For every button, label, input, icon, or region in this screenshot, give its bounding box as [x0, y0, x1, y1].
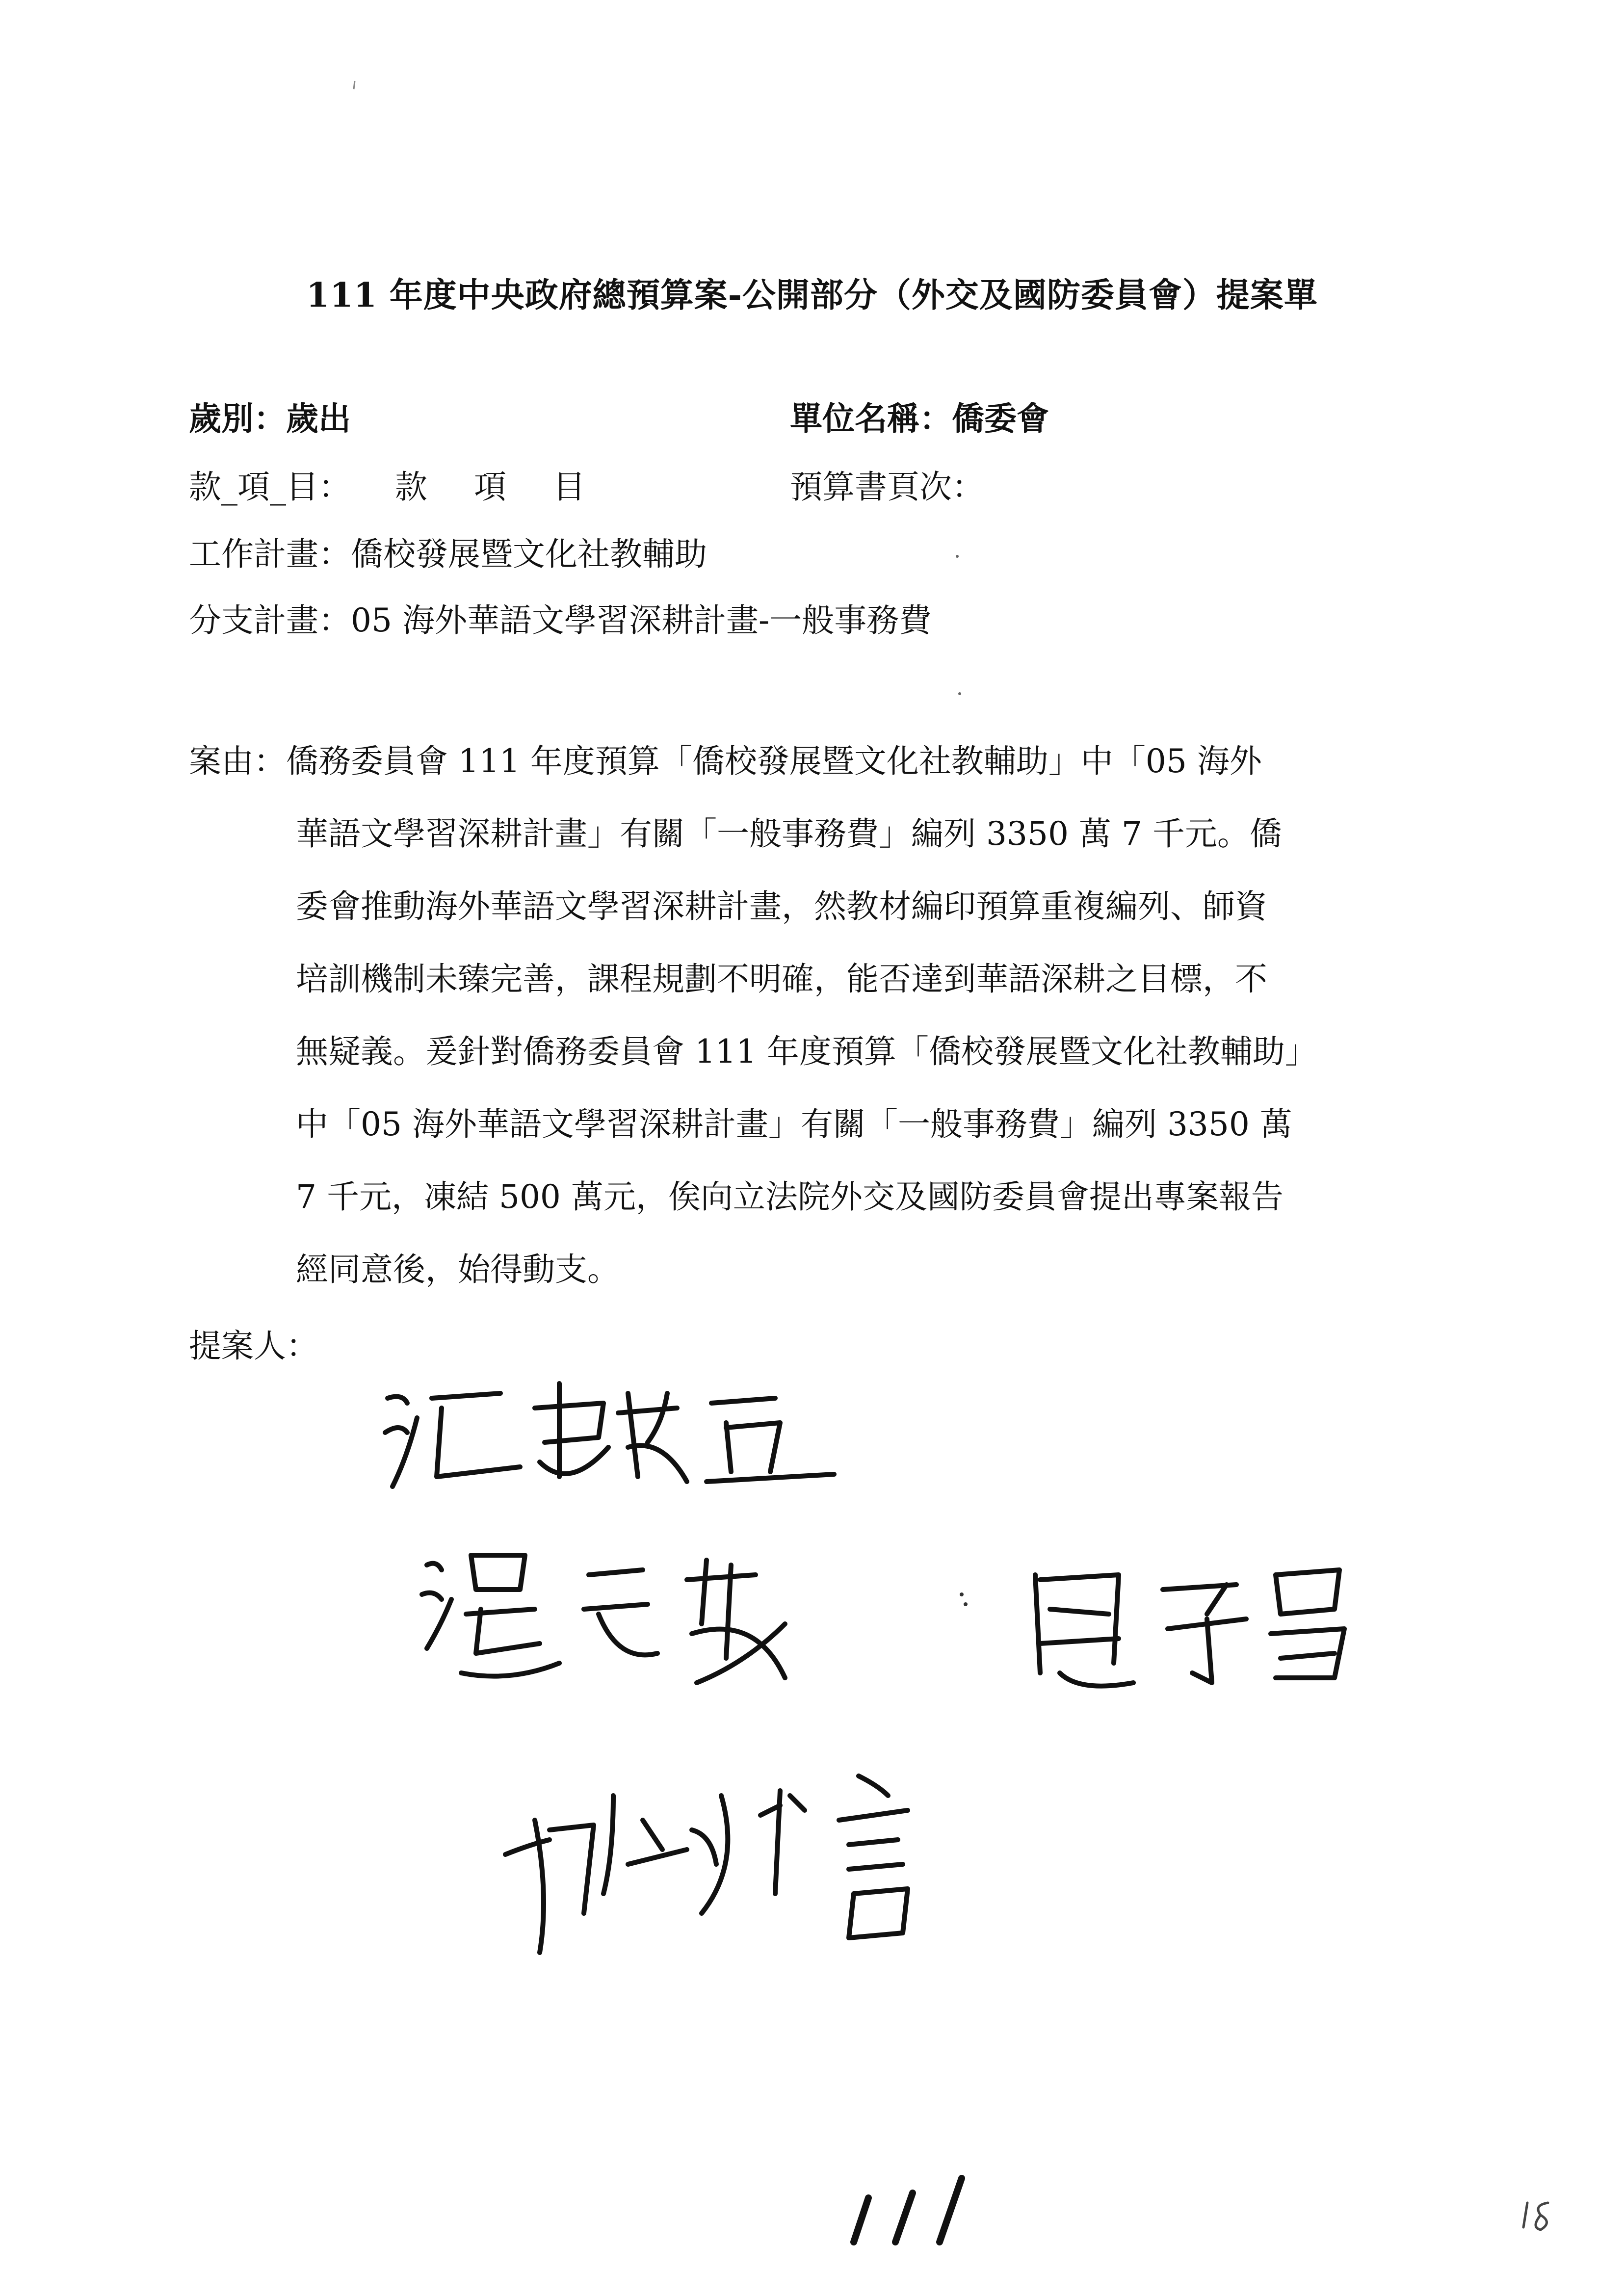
stray-dot [957, 689, 963, 699]
item-label: 款_項_目： [189, 468, 351, 506]
page-number-handwritten [839, 2168, 986, 2254]
corner-page-number [1519, 2193, 1563, 2239]
signature-1 [373, 1364, 854, 1511]
work-plan-field: 工作計畫：僑校發展暨文化社教輔助 [189, 535, 707, 573]
unit-name-field: 單位名稱：僑委會 [790, 399, 1049, 438]
document-title: 111 年度中央政府總預算案-公開部分（外交及國防委員會）提案單 [306, 276, 1318, 315]
reason-line: 7 千元，凍結 500 萬元，俟向立法院外交及國防委員會提出專案報告 [296, 1178, 1283, 1216]
reason-line: 中「05 海外華語文學習深耕計畫」有關「一般事務費」編列 3350 萬 [296, 1105, 1292, 1143]
budget-page-field: 預算書頁次： [790, 468, 984, 506]
signature-2 [412, 1536, 864, 1697]
category-field: 歲別：歲出 [189, 399, 351, 438]
signature-4 [486, 1766, 967, 1972]
reason-section [189, 725, 1445, 1306]
reason-line: 委會推動海外華語文學習深耕計畫，然教材編印預算重複編列、師資 [296, 887, 1267, 925]
proposer-label: 提案人： [189, 1327, 318, 1365]
stray-dot [954, 552, 960, 561]
reason-line: 無疑義。爰針對僑務委員會 111 年度預算「僑校發展暨文化社教輔助」 [296, 1033, 1317, 1070]
reason-line: 經同意後，始得動支。 [296, 1251, 620, 1288]
reason-line: 培訓機制未臻完善，課程規劃不明確，能否達到華語深耕之目標，不 [296, 960, 1267, 998]
item-value-kuan: 款 [395, 468, 427, 506]
item-value-mu: 目 [553, 468, 585, 506]
stray-mark [351, 78, 361, 95]
sub-plan-field: 分支計畫：05 海外華語文學習深耕計畫-一般事務費 [189, 601, 932, 639]
item-value-xiang: 項 [474, 468, 506, 506]
reason-line: 華語文學習深耕計畫」有關「一般事務費」編列 3350 萬 7 千元。僑 [296, 815, 1282, 853]
reason-line: 案由：僑務委員會 111 年度預算「僑校發展暨文化社教輔助」中「05 海外 [189, 742, 1262, 780]
reason-label: 案由： [189, 742, 286, 780]
signature-3 [1021, 1545, 1393, 1702]
item-field [189, 468, 585, 506]
stray-dots [957, 1590, 976, 1616]
